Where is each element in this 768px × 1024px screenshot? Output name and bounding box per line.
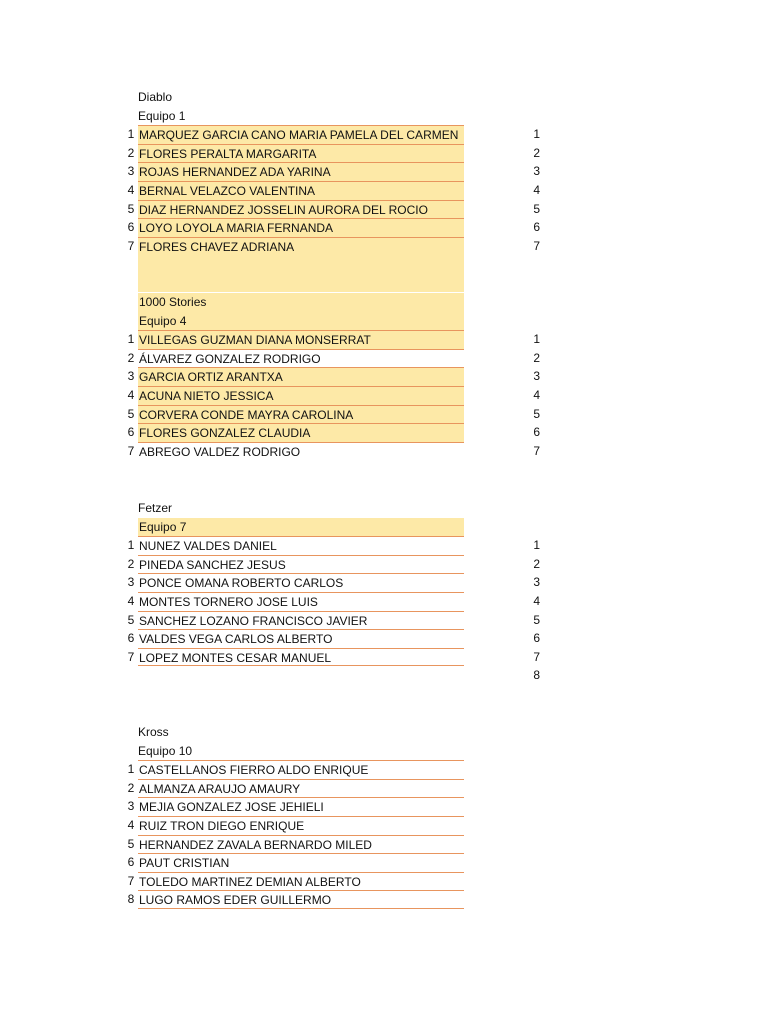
right-number: 8 (533, 668, 540, 683)
right-number: 3 (533, 575, 540, 590)
table-row (124, 349, 554, 368)
team-section-fetzer (124, 499, 554, 685)
table-row (124, 573, 554, 592)
team-name: Fetzer (138, 501, 173, 515)
row-index: 8 (127, 892, 135, 907)
table-row (124, 330, 554, 349)
member-name: LOYO LOYOLA MARIA FERNANDA (138, 218, 464, 237)
right-number: 6 (533, 631, 540, 646)
row-index: 6 (127, 220, 135, 235)
member-name: CORVERA CONDE MAYRA CAROLINA (138, 405, 464, 424)
team-equipo: Equipo 7 (138, 518, 464, 537)
member-name: BERNAL VELAZCO VALENTINA (138, 181, 464, 200)
row-index: 3 (127, 369, 135, 384)
member-name: TOLEDO MARTINEZ DEMIAN ALBERTO (138, 872, 464, 891)
member-name: ROJAS HERNANDEZ ADA YARINA (138, 162, 464, 181)
row-index: 4 (127, 387, 135, 402)
table-row (124, 592, 554, 611)
right-number: 4 (533, 387, 540, 402)
member-name: GARCIA ORTIZ ARANTXA (138, 367, 464, 386)
member-name: MONTES TORNERO JOSE LUIS (138, 592, 464, 611)
row-index: 7 (127, 443, 135, 458)
row-index: 2 (127, 145, 135, 160)
team-name: 1000 Stories (138, 293, 464, 312)
row-index: 4 (127, 817, 135, 832)
right-number: 1 (533, 538, 540, 553)
team-name: Diablo (138, 90, 173, 104)
row-index: 7 (127, 238, 135, 253)
highlight-filler (138, 255, 464, 292)
table-row (124, 218, 554, 237)
table-row (124, 555, 554, 574)
table-row (124, 872, 554, 891)
member-name: ÁLVAREZ GONZALEZ RODRIGO (138, 349, 464, 368)
row-index: 1 (127, 538, 135, 553)
row-index: 5 (127, 201, 135, 216)
table-row (124, 536, 554, 555)
team-name: Kross (138, 725, 169, 739)
team-section-1000-stories (124, 293, 554, 460)
table-row (124, 835, 554, 854)
table-row (124, 405, 554, 424)
table-row (124, 779, 554, 798)
right-number: 5 (533, 201, 540, 216)
team-section-kross (124, 723, 554, 909)
team-equipo: Equipo 1 (138, 108, 186, 123)
row-index: 3 (127, 799, 135, 814)
member-name: PINEDA SANCHEZ JESUS (138, 555, 464, 574)
table-row (124, 181, 554, 200)
right-number: 5 (533, 406, 540, 421)
row-index: 3 (127, 575, 135, 590)
row-index: 1 (127, 127, 135, 142)
row-index: 4 (127, 593, 135, 608)
right-number: 2 (533, 350, 540, 365)
member-name: ALMANZA ARAUJO AMAURY (138, 779, 464, 798)
row-index: 2 (127, 780, 135, 795)
member-name: MARQUEZ GARCIA CANO MARIA PAMELA DEL CARMEN (138, 125, 464, 144)
member-name: FLORES PERALTA MARGARITA (138, 144, 464, 163)
right-number: 1 (533, 332, 540, 347)
member-name: HERNANDEZ ZAVALA BERNARDO MILED (138, 835, 464, 854)
row-index: 5 (127, 612, 135, 627)
member-name: ACUNA NIETO JESSICA (138, 386, 464, 405)
member-name: ABREGO VALDEZ RODRIGO (138, 442, 464, 461)
right-number: 4 (533, 182, 540, 197)
row-index: 2 (127, 556, 135, 571)
member-name: PAUT CRISTIAN (138, 853, 464, 872)
right-number: 2 (533, 556, 540, 571)
row-index: 6 (127, 631, 135, 646)
table-row (124, 442, 554, 461)
member-name: PONCE OMANA ROBERTO CARLOS (138, 573, 464, 592)
member-name: LUGO RAMOS EDER GUILLERMO (138, 890, 464, 909)
member-name: SANCHEZ LOZANO FRANCISCO JAVIER (138, 611, 464, 630)
table-row (124, 816, 554, 835)
member-name: VALDES VEGA CARLOS ALBERTO (138, 629, 464, 648)
row-index: 3 (127, 164, 135, 179)
right-number: 6 (533, 425, 540, 440)
table-row (124, 386, 554, 405)
right-number: 5 (533, 612, 540, 627)
table-row (124, 629, 554, 648)
member-name: FLORES CHAVEZ ADRIANA (138, 237, 464, 256)
row-index: 6 (127, 425, 135, 440)
table-row (124, 797, 554, 816)
member-name: MEJIA GONZALEZ JOSE JEHIELI (138, 797, 464, 816)
table-row (124, 162, 554, 181)
member-name: NUNEZ VALDES DANIEL (138, 536, 464, 555)
extra-number-row (124, 666, 554, 685)
table-row (124, 648, 554, 667)
table-row (124, 890, 554, 909)
member-name: FLORES GONZALEZ CLAUDIA (138, 423, 464, 442)
row-index: 4 (127, 182, 135, 197)
row-index: 2 (127, 350, 135, 365)
table-row (124, 237, 554, 256)
member-name: VILLEGAS GUZMAN DIANA MONSERRAT (138, 330, 464, 349)
member-name: LOPEZ MONTES CESAR MANUEL (138, 648, 464, 667)
table-row (124, 144, 554, 163)
table-row (124, 125, 554, 144)
table-row (124, 200, 554, 219)
right-number: 7 (533, 238, 540, 253)
right-number: 3 (533, 164, 540, 179)
row-index: 7 (127, 873, 135, 888)
member-name: DIAZ HERNANDEZ JOSSELIN AURORA DEL ROCIO (138, 200, 464, 219)
right-number: 3 (533, 369, 540, 384)
member-name: RUIZ TRON DIEGO ENRIQUE (138, 816, 464, 835)
row-index: 1 (127, 762, 135, 777)
team-equipo: Equipo 10 (138, 743, 193, 758)
row-index: 6 (127, 855, 135, 870)
table-row (124, 760, 554, 779)
right-number: 6 (533, 220, 540, 235)
right-number: 7 (533, 649, 540, 664)
team-section-diablo (124, 88, 554, 292)
team-equipo: Equipo 4 (138, 312, 464, 331)
right-number: 2 (533, 145, 540, 160)
row-index: 1 (127, 332, 135, 347)
row-index: 5 (127, 406, 135, 421)
member-name: CASTELLANOS FIERRO ALDO ENRIQUE (138, 760, 464, 779)
table-row (124, 367, 554, 386)
right-number: 7 (533, 443, 540, 458)
row-index: 5 (127, 836, 135, 851)
right-number: 1 (533, 127, 540, 142)
table-row (124, 423, 554, 442)
table-row (124, 853, 554, 872)
table-row (124, 611, 554, 630)
right-number: 4 (533, 593, 540, 608)
row-index: 7 (127, 649, 135, 664)
